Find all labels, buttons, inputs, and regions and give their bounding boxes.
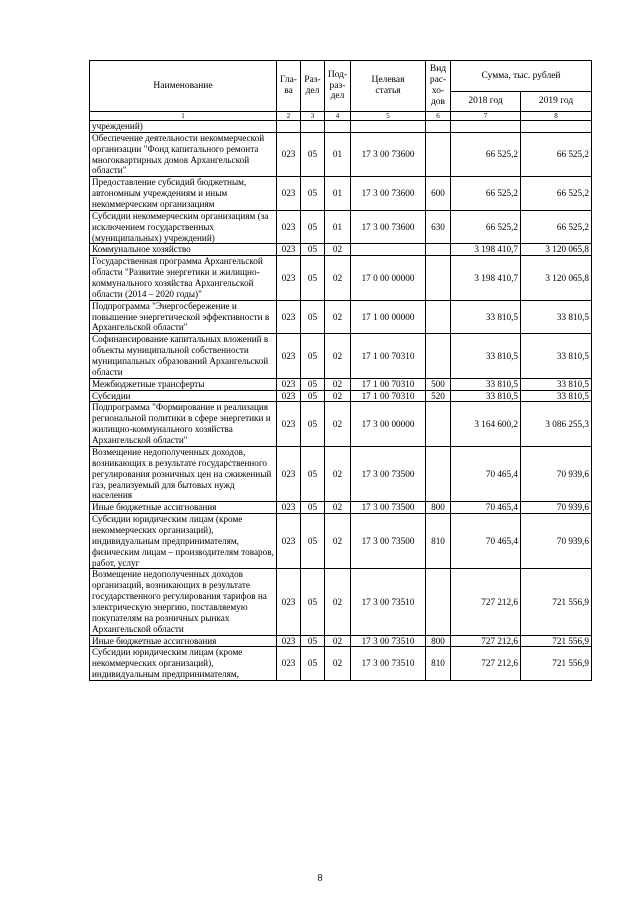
row-target: 17 3 00 73500 [351,446,426,501]
column-number: 6 [426,112,451,121]
row-name: Межбюджетные трансферты [90,378,277,390]
row-amount-2018: 70 465,4 [451,502,521,514]
row-target [351,244,426,256]
row-name: Иные бюджетные ассигнования [90,502,277,514]
row-vid: 800 [426,502,451,514]
table-row [90,334,592,378]
table-row [90,514,592,569]
row-podrazdel: 02 [325,244,351,256]
row-amount-2019: 66 525,2 [521,132,592,176]
row-amount-2018: 3 198 410,7 [451,256,521,300]
row-glava: 023 [277,514,301,569]
table-row [90,402,592,446]
row-podrazdel: 02 [325,514,351,569]
row-razdel: 05 [301,402,325,446]
row-vid [426,334,451,378]
row-glava: 023 [277,300,301,334]
row-podrazdel: 02 [325,647,351,681]
row-razdel: 05 [301,177,325,211]
row-amount-2019: 33 810,5 [521,390,592,402]
row-glava: 023 [277,244,301,256]
row-vid [426,244,451,256]
row-name: Предоставление субсидий бюджетным, автономным учреждениям и иным некоммерческим организациям [90,177,277,211]
row-vid: 600 [426,177,451,211]
row-glava: 023 [277,378,301,390]
row-name: Субсидии [90,390,277,402]
row-podrazdel: 02 [325,256,351,300]
row-podrazdel [325,121,351,133]
header-year-2019: 2019 год [521,92,592,112]
row-glava: 023 [277,569,301,635]
row-amount-2019: 33 810,5 [521,300,592,334]
row-vid [426,132,451,176]
row-target: 17 3 00 73600 [351,177,426,211]
row-vid [426,300,451,334]
row-target: 17 1 00 70310 [351,378,426,390]
row-name: Подпрограмма "Формирование и реализация региональной политики в сфере энергетики и жилищно-коммунального хозяйства Архангельской области" [90,402,277,446]
table-row [90,177,592,211]
header-year-2018: 2018 год [451,92,521,112]
column-number: 4 [325,112,351,121]
row-amount-2019: 70 939,6 [521,446,592,501]
row-amount-2018: 33 810,5 [451,390,521,402]
row-glava: 023 [277,402,301,446]
row-amount-2018: 66 525,2 [451,132,521,176]
table-row [90,121,592,133]
row-podrazdel: 02 [325,378,351,390]
table-row [90,378,592,390]
row-amount-2019: 721 556,9 [521,569,592,635]
row-amount-2019: 70 939,6 [521,502,592,514]
row-podrazdel: 01 [325,132,351,176]
row-amount-2018: 3 198 410,7 [451,244,521,256]
table-row [90,210,592,244]
row-glava [277,121,301,133]
row-target: 17 3 00 73510 [351,635,426,647]
row-amount-2018: 727 212,6 [451,569,521,635]
row-amount-2018: 70 465,4 [451,514,521,569]
row-amount-2019: 721 556,9 [521,635,592,647]
row-amount-2018: 33 810,5 [451,334,521,378]
row-target: 17 3 00 73600 [351,132,426,176]
header-glava: Гла- ва [277,61,301,112]
row-glava: 023 [277,210,301,244]
row-amount-2019: 721 556,9 [521,647,592,681]
row-vid: 630 [426,210,451,244]
row-podrazdel: 01 [325,177,351,211]
table-row [90,446,592,501]
row-amount-2018: 727 212,6 [451,635,521,647]
row-razdel: 05 [301,446,325,501]
row-glava: 023 [277,390,301,402]
table-row [90,256,592,300]
row-vid: 810 [426,647,451,681]
row-name: Возмещение недополученных доходов, возникающих в результате государственного регулирования розничных цен на сжиженный газ, реализуемый для бытовых нужд населения [90,446,277,501]
column-number: 2 [277,112,301,121]
header-name: Наименование [90,61,277,112]
column-number: 5 [351,112,426,121]
row-razdel: 05 [301,390,325,402]
table-row [90,569,592,635]
row-podrazdel: 02 [325,502,351,514]
row-name: Субсидии юридическим лицам (кроме некоммерческих организаций), индивидуальным предпринимателям, [90,647,277,681]
row-podrazdel: 02 [325,635,351,647]
row-vid: 810 [426,514,451,569]
table-row [90,244,592,256]
row-razdel: 05 [301,502,325,514]
row-name: Иные бюджетные ассигнования [90,635,277,647]
budget-table [89,60,592,681]
row-vid: 800 [426,635,451,647]
row-vid [426,402,451,446]
row-target: 17 3 00 73500 [351,514,426,569]
row-amount-2018: 727 212,6 [451,647,521,681]
table-row [90,502,592,514]
row-name: Коммунальное хозяйство [90,244,277,256]
row-razdel: 05 [301,334,325,378]
row-vid: 500 [426,378,451,390]
row-podrazdel: 02 [325,446,351,501]
page-number: 8 [317,873,323,884]
row-podrazdel: 02 [325,390,351,402]
header-target: Целевая статья [351,61,426,112]
row-amount-2019: 33 810,5 [521,334,592,378]
row-name: учреждений) [90,121,277,133]
row-razdel [301,121,325,133]
row-amount-2018: 33 810,5 [451,300,521,334]
header-sum: Сумма, тыс. рублей [451,61,592,92]
row-name: Подпрограмма "Энергосбережение и повышение энергетической эффективности в Архангельской области" [90,300,277,334]
table-row [90,300,592,334]
row-name: Софинансирование капитальных вложений в объекты муниципальной собственности муниципальных образований Архангельской области [90,334,277,378]
row-vid [426,121,451,133]
row-razdel: 05 [301,514,325,569]
table-body [90,121,592,681]
row-target [351,121,426,133]
row-amount-2019: 3 120 065,8 [521,244,592,256]
row-glava: 023 [277,177,301,211]
row-amount-2018: 33 810,5 [451,378,521,390]
row-amount-2018: 66 525,2 [451,177,521,211]
table-row [90,635,592,647]
row-vid [426,446,451,501]
row-razdel: 05 [301,378,325,390]
row-podrazdel: 02 [325,569,351,635]
row-podrazdel: 02 [325,402,351,446]
row-amount-2018: 66 525,2 [451,210,521,244]
row-name: Государственная программа Архангельской области "Развитие энергетики и жилищно-коммунального хозяйства Архангельской области (2014 – 2020 годы)" [90,256,277,300]
row-razdel: 05 [301,300,325,334]
row-razdel: 05 [301,635,325,647]
row-target: 17 3 00 73510 [351,569,426,635]
row-target: 17 1 00 00000 [351,300,426,334]
row-name: Возмещение недополученных доходов организаций, возникающих в результате государственного регулирования тарифов на электрическую энергию, поставляемую покупателям на розничных рынках Архангельской области [90,569,277,635]
table-row [90,132,592,176]
row-name: Субсидии юридическим лицам (кроме некоммерческих организаций), индивидуальным предпринимателям, физическим лицам – производителям товаров, работ, услуг [90,514,277,569]
row-name: Субсидии некоммерческим организациям (за исключением государственных (муниципальных) учреждений) [90,210,277,244]
row-razdel: 05 [301,244,325,256]
row-vid [426,256,451,300]
row-target: 17 1 00 70310 [351,334,426,378]
row-amount-2018 [451,121,521,133]
row-target: 17 3 00 73500 [351,502,426,514]
table-row [90,647,592,681]
header-vid: Вид рас- хо- дов [426,61,451,112]
row-amount-2019: 3 086 255,3 [521,402,592,446]
row-glava: 023 [277,334,301,378]
row-glava: 023 [277,502,301,514]
header-podrazdel: Под- раз- дел [325,61,351,112]
row-glava: 023 [277,446,301,501]
row-amount-2018: 70 465,4 [451,446,521,501]
column-number: 8 [521,112,592,121]
column-number: 7 [451,112,521,121]
column-number: 1 [90,112,277,121]
row-amount-2019: 33 810,5 [521,378,592,390]
row-vid [426,569,451,635]
row-amount-2019 [521,121,592,133]
row-glava: 023 [277,132,301,176]
row-target: 17 0 00 00000 [351,256,426,300]
column-number: 3 [301,112,325,121]
row-glava: 023 [277,647,301,681]
row-razdel: 05 [301,256,325,300]
row-amount-2018: 3 164 600,2 [451,402,521,446]
column-number-row [90,112,592,121]
row-razdel: 05 [301,210,325,244]
row-podrazdel: 02 [325,300,351,334]
row-amount-2019: 70 939,6 [521,514,592,569]
row-target: 17 1 00 70310 [351,390,426,402]
row-podrazdel: 01 [325,210,351,244]
row-name: Обеспечение деятельности некоммерческой организации "Фонд капитального ремонта многоквартирных домов Архангельской области" [90,132,277,176]
row-amount-2019: 66 525,2 [521,177,592,211]
row-target: 17 3 00 00000 [351,402,426,446]
row-razdel: 05 [301,569,325,635]
row-amount-2019: 66 525,2 [521,210,592,244]
header-razdel: Раз- дел [301,61,325,112]
table-row [90,390,592,402]
row-vid: 520 [426,390,451,402]
row-podrazdel: 02 [325,334,351,378]
row-target: 17 3 00 73600 [351,210,426,244]
row-amount-2019: 3 120 065,8 [521,256,592,300]
row-target: 17 3 00 73510 [351,647,426,681]
row-razdel: 05 [301,132,325,176]
row-razdel: 05 [301,647,325,681]
row-glava: 023 [277,256,301,300]
row-glava: 023 [277,635,301,647]
